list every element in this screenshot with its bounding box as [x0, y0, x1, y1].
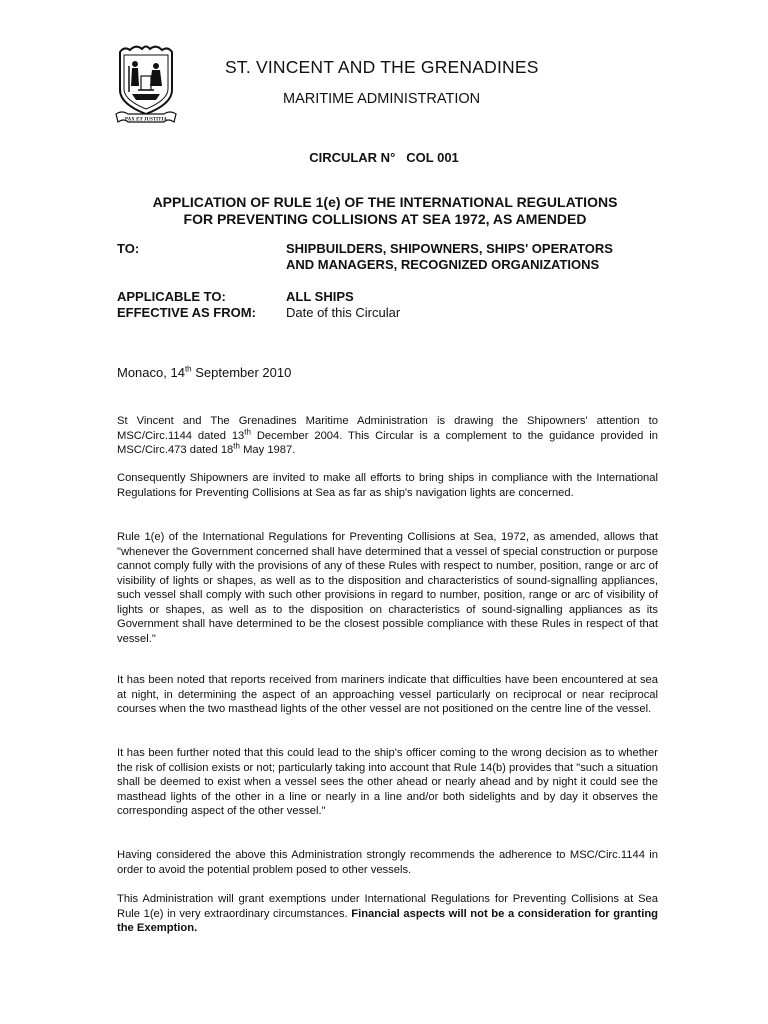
title-line-1: APPLICATION OF RULE 1(e) OF THE INTERNATIONAL REGULATIONS	[152, 194, 618, 210]
department-heading: MARITIME ADMINISTRATION	[283, 91, 481, 107]
crest-motto: PAX ET JUSTITIA	[124, 117, 168, 123]
effective-value: Date of this Circular	[286, 305, 401, 320]
p1-part-c: May 1987.	[239, 444, 296, 456]
p1-sup-a: th	[244, 426, 251, 436]
p7-normal: This Administration will grant exemptions under International Regulations for Preventing Collisions at Sea Rule 1(e) in very extraordinary circumstances.	[117, 893, 658, 920]
circular-number: COL 001	[406, 150, 459, 165]
p1-part-a: St Vincent and The Grenadines Maritime Administration is drawing the Shipowners' attention to MSC/Circ.1144 dated 13	[117, 415, 658, 442]
date-sup: th	[184, 364, 192, 374]
paragraph-5: It has been further noted that this could lead to the ship's officer coming to the wrong decision as to whether the risk of collision exists or not; particularly taking into account that Rule 14(b) provides that "such a situation shall be deemed to exist when a vessel sees the other ahead or nearly ahead and by night it could see the masthead lights of the other in a line or nearly in a line and/or both sidelights and by day it observes the corresponding aspect of the other vessel."	[117, 747, 658, 817]
to-recipients	[286, 241, 613, 273]
effective-label: EFFECTIVE AS FROM:	[117, 305, 256, 320]
paragraph-1	[117, 414, 658, 458]
applicable-value: ALL SHIPS	[286, 289, 354, 304]
date-prefix: Monaco, 14	[117, 365, 185, 380]
p7-bold: Financial aspects will not be a consideration for granting the Exemption.	[117, 907, 658, 934]
country-heading: ST. VINCENT AND THE GRENADINES	[225, 57, 539, 77]
title-line-2: FOR PREVENTING COLLISIONS AT SEA 1972, AS AMENDED	[183, 211, 587, 227]
to-line-2: AND MANAGERS, RECOGNIZED ORGANIZATIONS	[286, 257, 600, 272]
paragraph-7	[117, 892, 658, 936]
paragraph-3: Rule 1(e) of the International Regulations for Preventing Collisions at Sea, 1972, as amended, allows that "whenever the Government concerned shall have determined that a vessel of special construction or purpose cannot comply fully with the provisions of any of these Rules with respect to number, position, range or arc of visibility of lights or shapes, as well as to the disposition and characteristics of sound-signalling appliances, such vessel shall comply with such other provisions in regard to number, position, range or arc of visibility of lights or shapes, as well as to the disposition on characteristics of sound-signalling appliances as its Government shall have determined to be the closest possible compliance with these Rules in respect of that vessel."	[117, 531, 658, 645]
circular-number-heading	[0, 150, 768, 165]
issue-date	[117, 365, 291, 380]
coat-of-arms-icon	[110, 42, 182, 128]
paragraph-6: Having considered the above this Administration strongly recommends the adherence to MSC/Circ.1144 in order to avoid the potential problem posed to other vessels.	[117, 849, 658, 876]
document-title	[100, 194, 670, 228]
date-suffix: September 2010	[191, 365, 292, 380]
circular-label: CIRCULAR N°	[309, 150, 396, 165]
p1-part-b: December 2004. This Circular is a complement to the guidance provided in MSC/Circ.473 dated 18	[117, 429, 658, 456]
paragraph-4: It has been noted that reports received from mariners indicate that difficulties have been encountered at sea at night, in determining the aspect of an approaching vessel particularly on reciprocal or near reciprocal courses when the two masthead lights of the other vessel are not positioned on the centre line of the vessel.	[117, 674, 658, 715]
to-label: TO:	[117, 241, 140, 256]
to-line-1: SHIPBUILDERS, SHIPOWNERS, SHIPS' OPERATORS	[286, 241, 613, 256]
p1-sup-b: th	[233, 441, 240, 451]
paragraph-2: Consequently Shipowners are invited to make all efforts to bring ships in compliance with the International Regulations for Preventing Collisions at Sea as far as ship's navigation lights are concerned.	[117, 472, 658, 499]
applicable-label: APPLICABLE TO:	[117, 289, 226, 304]
